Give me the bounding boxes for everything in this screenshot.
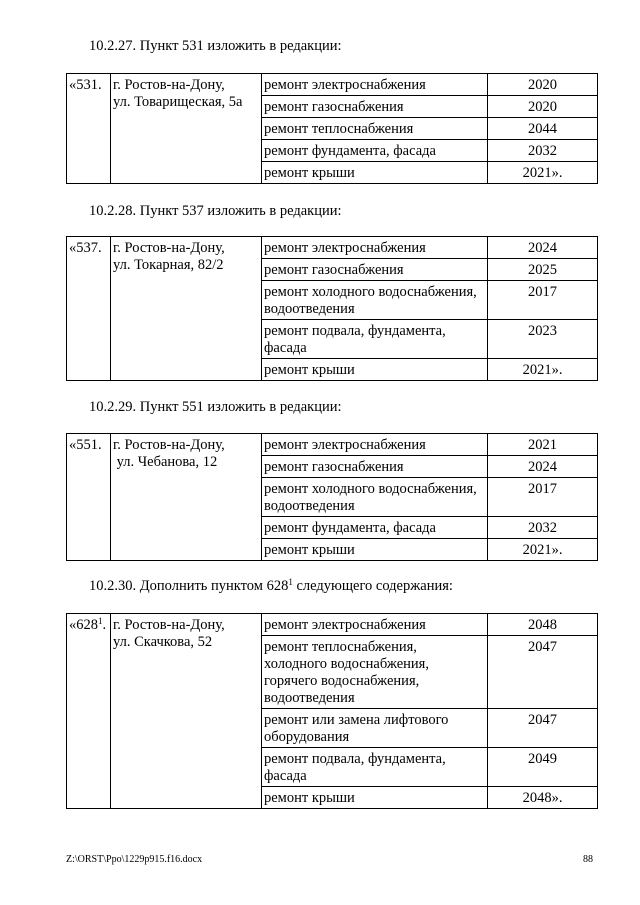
work-type (262, 281, 488, 320)
number-text: . (102, 617, 107, 633)
work-type: ремонт крыши (262, 162, 488, 184)
schedule-table (66, 613, 598, 809)
work-year: 2020 (488, 74, 598, 96)
work-type (262, 320, 488, 359)
work-line: оборудования (264, 729, 350, 745)
address-city: г. Ростов-на-Дону, (113, 77, 225, 93)
heading-text: следующего содержания: (292, 578, 453, 594)
address-street: ул. Товарищеская, 5а (113, 94, 243, 110)
number-text: «628 (69, 617, 98, 633)
work-year: 2047 (488, 709, 598, 748)
work-type: ремонт теплоснабжения (262, 118, 488, 140)
work-year: 2025 (488, 259, 598, 281)
schedule-table (66, 73, 598, 184)
work-year: 2044 (488, 118, 598, 140)
work-type: ремонт электроснабжения (262, 614, 488, 636)
work-line: ремонт подвала, фундамента, (264, 323, 446, 339)
work-year: 2032 (488, 517, 598, 539)
work-year: 2024 (488, 456, 598, 478)
work-type: ремонт крыши (262, 787, 488, 809)
address-city: г. Ростов-на-Дону, (113, 617, 225, 633)
work-line: горячего водоснабжения, (264, 673, 420, 689)
work-line: ремонт холодного водоснабжения, (264, 284, 477, 300)
section-heading: 10.2.27. Пункт 531 изложить в редакции: (89, 38, 342, 54)
work-year: 2048 (488, 614, 598, 636)
address-cell (111, 237, 262, 381)
work-year: 2049 (488, 748, 598, 787)
work-type (262, 748, 488, 787)
work-year: 2021». (488, 162, 598, 184)
work-type: ремонт фундамента, фасада (262, 517, 488, 539)
address-city: г. Ростов-на-Дону, (113, 437, 225, 453)
section-heading: 10.2.28. Пункт 537 изложить в редакции: (89, 203, 342, 219)
work-year: 2020 (488, 96, 598, 118)
work-year: 2017 (488, 478, 598, 517)
work-type: ремонт газоснабжения (262, 259, 488, 281)
work-year: 2047 (488, 636, 598, 709)
work-line: фасада (264, 340, 307, 356)
address-cell (111, 614, 262, 809)
work-line: водоотведения (264, 690, 355, 706)
work-type (262, 709, 488, 748)
work-line: ремонт теплоснабжения, (264, 639, 417, 655)
work-line: ремонт или замена лифтового (264, 712, 449, 728)
work-line: водоотведения (264, 301, 355, 317)
work-year: 2048». (488, 787, 598, 809)
work-type: ремонт фундамента, фасада (262, 140, 488, 162)
work-line: холодного водоснабжения, (264, 656, 429, 672)
work-year: 2021 (488, 434, 598, 456)
footer-file-path: Z:\ORST\Ppo\1229p915.f16.docx (66, 854, 203, 865)
work-year: 2032 (488, 140, 598, 162)
address-cell (111, 74, 262, 184)
item-number: «531. (67, 74, 111, 184)
work-type: ремонт электроснабжения (262, 74, 488, 96)
work-line: ремонт холодного водоснабжения, (264, 481, 477, 497)
address-street: ул. Чебанова, 12 (113, 454, 218, 470)
work-year: 2021». (488, 539, 598, 561)
work-type: ремонт электроснабжения (262, 434, 488, 456)
number-superscript: 1 (98, 616, 103, 626)
item-number (67, 614, 111, 809)
address-street: ул. Токарная, 82/2 (113, 257, 224, 273)
section-heading: 10.2.29. Пункт 551 изложить в редакции: (89, 399, 342, 415)
work-type: ремонт крыши (262, 539, 488, 561)
work-year: 2024 (488, 237, 598, 259)
schedule-table (66, 433, 598, 561)
heading-superscript: 1 (288, 577, 293, 587)
work-line: водоотведения (264, 498, 355, 514)
schedule-table (66, 236, 598, 381)
footer-page-number: 88 (583, 854, 593, 865)
work-type (262, 478, 488, 517)
item-number: «537. (67, 237, 111, 381)
work-year: 2017 (488, 281, 598, 320)
work-type: ремонт электроснабжения (262, 237, 488, 259)
work-line: ремонт подвала, фундамента, (264, 751, 446, 767)
work-type: ремонт газоснабжения (262, 456, 488, 478)
work-year: 2023 (488, 320, 598, 359)
work-type: ремонт крыши (262, 359, 488, 381)
heading-text: 10.2.30. Дополнить пунктом 628 (89, 578, 289, 594)
address-street: ул. Скачкова, 52 (113, 634, 213, 650)
work-type (262, 636, 488, 709)
work-type: ремонт газоснабжения (262, 96, 488, 118)
work-year: 2021». (488, 359, 598, 381)
address-cell (111, 434, 262, 561)
item-number: «551. (67, 434, 111, 561)
section-heading (89, 577, 453, 595)
address-city: г. Ростов-на-Дону, (113, 240, 225, 256)
work-line: фасада (264, 768, 307, 784)
